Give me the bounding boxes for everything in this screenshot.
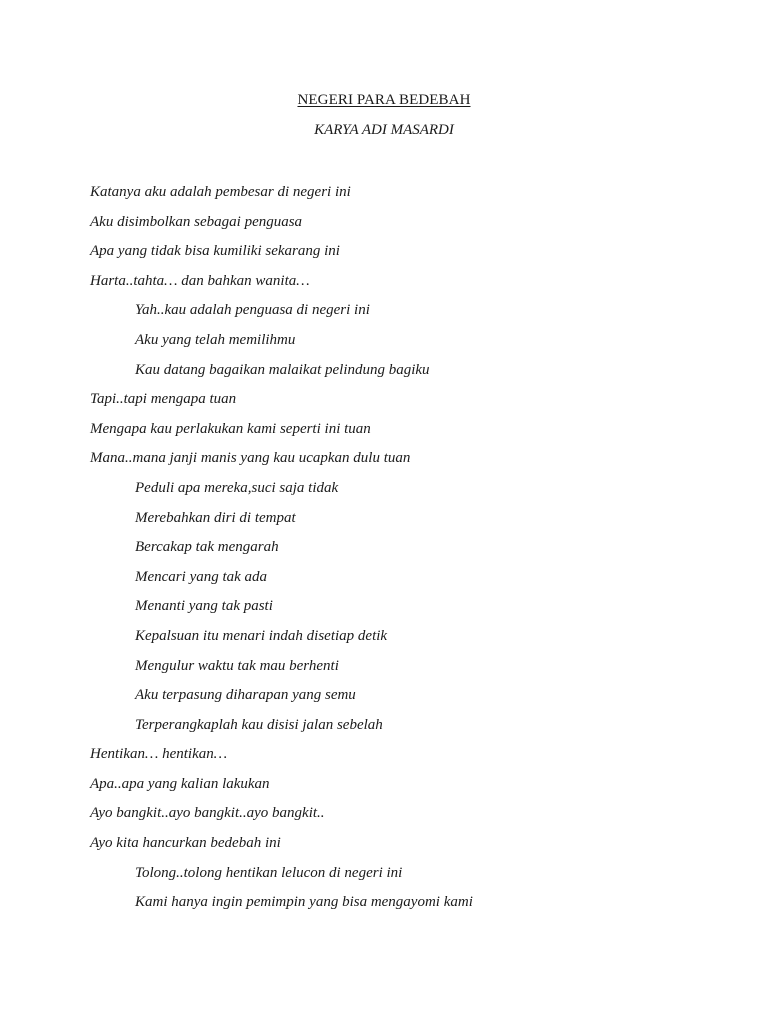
poem-line: Merebahkan diri di tempat <box>135 509 296 526</box>
poem-line: Peduli apa mereka,suci saja tidak <box>135 479 339 496</box>
poem-line: Ayo kita hancurkan bedebah ini <box>90 835 281 852</box>
poem-line: Bercakap tak mengarah <box>135 539 279 556</box>
poem-line: Katanya aku adalah pembesar di negeri ini <box>90 184 351 200</box>
poem-line: Tolong..tolong hentikan lelucon di negeri ini <box>135 864 403 881</box>
poem-line: Aku yang telah memilihmu <box>135 331 296 348</box>
poem-line: Menanti yang tak pasti <box>135 598 273 615</box>
poem-line: Kepalsuan itu menari indah disetiap detik <box>135 627 388 644</box>
poem-line: Mana..mana janji manis yang kau ucapkan dulu tuan <box>90 450 411 467</box>
poem-line: Harta..tahta… dan bahkan wanita… <box>90 272 310 289</box>
poem-line: Yah..kau adalah penguasa di negeri ini <box>135 302 370 319</box>
poem-line: Mengapa kau perlakukan kami seperti ini tuan <box>90 420 371 437</box>
poem-line: Apa..apa yang kalian lakukan <box>90 775 270 792</box>
poem-line: Mencari yang tak ada <box>135 568 268 585</box>
poem-line: Kau datang bagaikan malaikat pelindung bagiku <box>135 361 430 378</box>
poem-line: Kami hanya ingin pemimpin yang bisa mengayomi kami <box>135 894 473 911</box>
poem-line: Ayo bangkit..ayo bangkit..ayo bangkit.. <box>90 805 325 822</box>
poem-line: Mengulur waktu tak mau berhenti <box>135 657 339 674</box>
poem-line: Hentikan… hentikan… <box>90 746 228 763</box>
poem-line: Apa yang tidak bisa kumiliki sekarang ini <box>90 243 340 260</box>
poem-title: NEGERI PARA BEDEBAH <box>297 92 471 108</box>
poem-line: Aku disimbolkan sebagai penguasa <box>90 213 303 230</box>
poem-line: Tapi..tapi mengapa tuan <box>90 391 237 408</box>
poem-author: KARYA ADI MASARDI <box>314 122 454 138</box>
poem-line: Terperangkaplah kau disisi jalan sebelah <box>135 716 383 733</box>
poem-line: Aku terpasung diharapan yang semu <box>135 687 356 704</box>
poem-body <box>90 178 728 918</box>
